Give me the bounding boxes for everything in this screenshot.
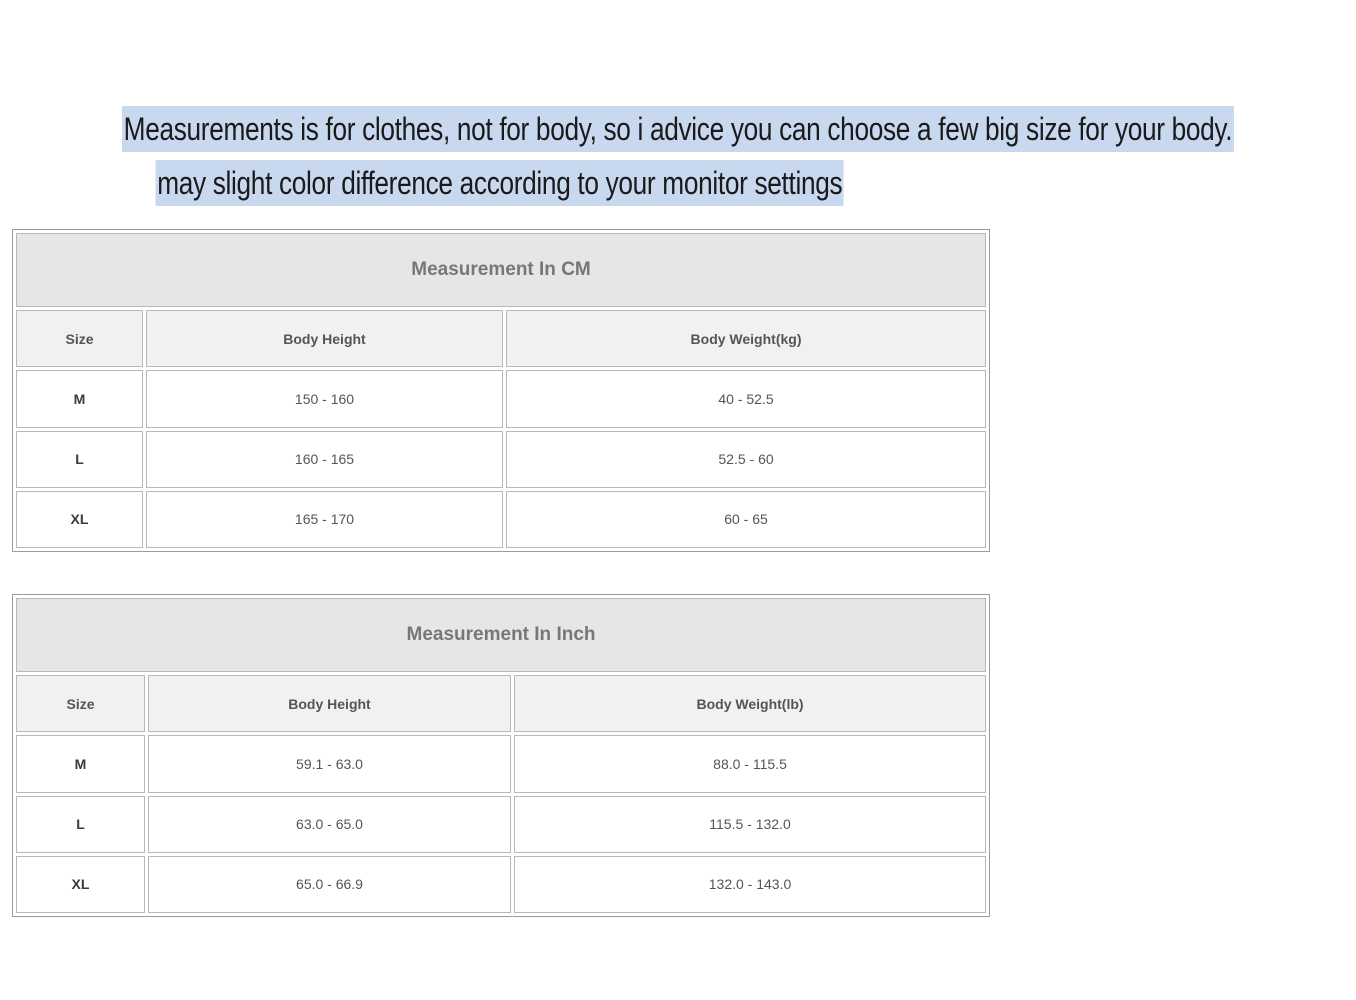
table-title-row <box>16 598 986 672</box>
table-header-row <box>16 310 986 367</box>
height-cell: 63.0 - 65.0 <box>148 796 511 853</box>
table-row <box>16 491 986 548</box>
weight-cell: 115.5 - 132.0 <box>514 796 986 853</box>
size-cell: M <box>16 370 143 427</box>
table-title: Measurement In CM <box>16 233 986 307</box>
table-row <box>16 735 986 792</box>
height-cell: 65.0 - 66.9 <box>148 856 511 913</box>
height-cell: 160 - 165 <box>146 431 503 488</box>
table-title: Measurement In Inch <box>16 598 986 672</box>
measurement-table-cm <box>12 229 990 552</box>
header-size: Size <box>16 310 143 367</box>
header-body-weight: Body Weight(lb) <box>514 675 986 732</box>
table-header-row <box>16 675 986 732</box>
header-body-height: Body Height <box>146 310 503 367</box>
weight-cell: 60 - 65 <box>506 491 986 548</box>
table-row <box>16 796 986 853</box>
weight-cell: 40 - 52.5 <box>506 370 986 427</box>
weight-cell: 132.0 - 143.0 <box>514 856 986 913</box>
size-cell: M <box>16 735 145 792</box>
size-cell: XL <box>16 491 143 548</box>
height-cell: 150 - 160 <box>146 370 503 427</box>
notice-line-2 <box>0 160 1000 206</box>
header-size: Size <box>16 675 145 732</box>
notice-text-1: Measurements is for clothes, not for body, so i advice you can choose a few big size for your body. <box>122 106 1234 152</box>
size-cell: L <box>16 431 143 488</box>
height-cell: 165 - 170 <box>146 491 503 548</box>
weight-cell: 52.5 - 60 <box>506 431 986 488</box>
table-row <box>16 370 986 427</box>
weight-cell: 88.0 - 115.5 <box>514 735 986 792</box>
notice-line-1 <box>0 106 1233 152</box>
table-row <box>16 856 986 913</box>
height-cell: 59.1 - 63.0 <box>148 735 511 792</box>
size-cell: L <box>16 796 145 853</box>
measurement-table-inch <box>12 594 990 917</box>
table-title-row <box>16 233 986 307</box>
table-row <box>16 431 986 488</box>
notice-text-2: may slight color difference according to your monitor settings <box>156 160 844 206</box>
size-cell: XL <box>16 856 145 913</box>
header-body-height: Body Height <box>148 675 511 732</box>
header-body-weight: Body Weight(kg) <box>506 310 986 367</box>
